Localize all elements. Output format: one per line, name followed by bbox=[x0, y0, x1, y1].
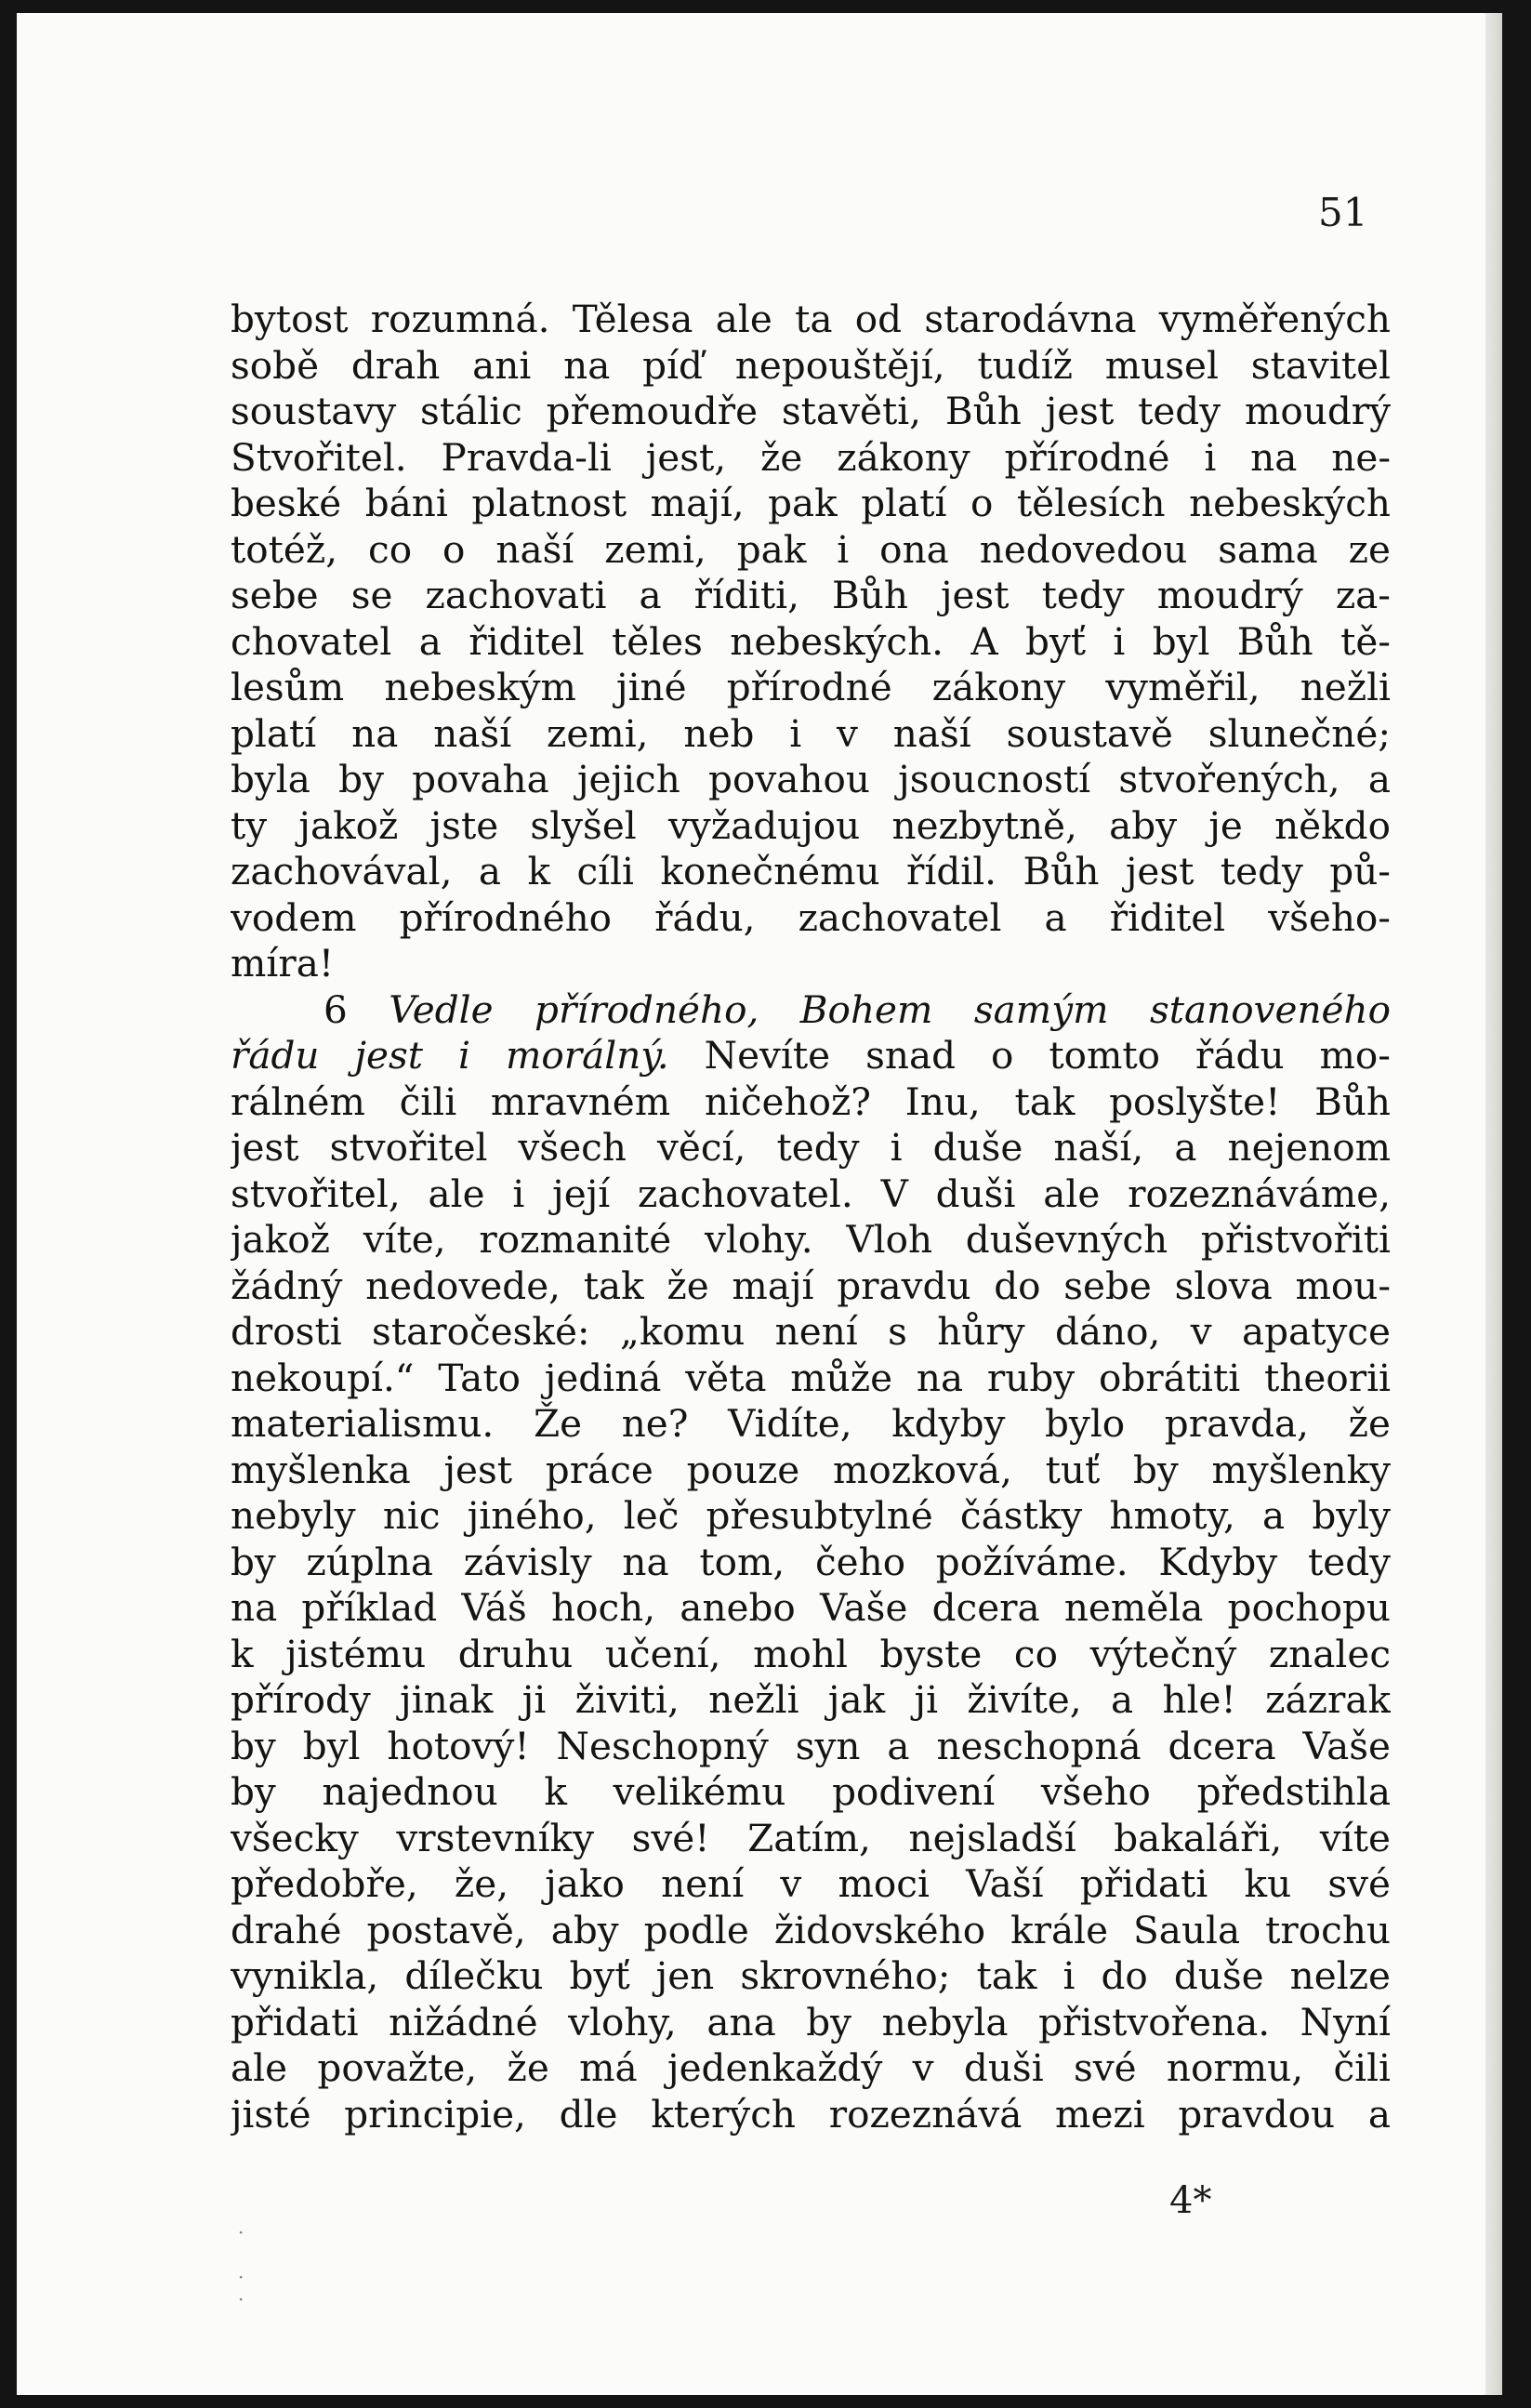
text-line bbox=[231, 941, 1391, 987]
text-line bbox=[231, 895, 1391, 942]
section-number: 6 bbox=[323, 986, 389, 1032]
text-line bbox=[231, 1264, 1391, 1310]
text-line bbox=[231, 527, 1391, 574]
text-line bbox=[231, 1125, 1391, 1171]
line-text: by najednou k velikému podivení všeho předstihla bbox=[231, 1769, 1391, 1814]
text-line bbox=[231, 1079, 1391, 1126]
text-line bbox=[231, 2045, 1391, 2092]
line-text: sobě drah ani na píď nepouštějí, tudíž musel stavitel bbox=[231, 342, 1391, 388]
printer-signature-mark: 4* bbox=[1169, 2179, 1212, 2222]
text-line bbox=[231, 1033, 1391, 1079]
line-text: na příklad Váš hoch, anebo Vaše dcera neměla pochopu bbox=[231, 1585, 1391, 1630]
text-line bbox=[231, 1585, 1391, 1632]
line-text: byla by povaha jejich povahou jsoucností stvořených, a bbox=[231, 757, 1391, 801]
text-line bbox=[231, 573, 1391, 619]
text-line bbox=[231, 2000, 1391, 2046]
line-text: lesům nebeským jiné přírodné zákony vyměřil, nežli bbox=[231, 665, 1391, 709]
line-text: chovatel a řiditel těles nebeských. A byť i byl Bůh tě- bbox=[231, 618, 1391, 664]
line-text: by byl hotový! Neschopný syn a neschopná dcera Vaše bbox=[231, 1723, 1391, 1768]
line-text: k jistému druhu učení, mohl byste co výtečný znalec bbox=[231, 1631, 1391, 1676]
line-text: vynikla, dílečku byť jen skrovného; tak i do duše nelze bbox=[231, 1953, 1391, 1998]
line-text: ale považte, že má jedenkaždý v duši své normu, čili bbox=[231, 2045, 1391, 2090]
text-line bbox=[231, 1171, 1391, 1218]
line-text: bytost rozumná. Tělesa ale ta od starodávna vyměřených bbox=[231, 297, 1391, 341]
line-text: totéž, co o naší zemi, pak i ona nedovedou sama ze bbox=[231, 526, 1391, 572]
line-text: beské báni platnost mají, pak platí o tělesích nebeských bbox=[231, 481, 1391, 525]
page-edge-shadow bbox=[1485, 13, 1502, 2395]
line-text: Nevíte snad o tomto řádu mo- bbox=[668, 1033, 1391, 1078]
line-text: všecky vrstevníky své! Zatím, nejsladší bakaláři, víte bbox=[231, 1815, 1391, 1860]
line-text: ty jakož jste slyšel vyžadujou nezbytně, aby je někdo bbox=[231, 802, 1391, 848]
paper-speck-marks: · · · bbox=[238, 2221, 244, 2310]
line-text: jisté principie, dle kterých rozeznává mezi pravdou a bbox=[231, 2091, 1391, 2137]
text-line bbox=[231, 343, 1391, 390]
line-text: Stvořitel. Pravda-li jest, že zákony přírodné i na ne- bbox=[231, 434, 1391, 480]
line-text: sebe se zachovati a říditi, Bůh jest tedy moudrý za- bbox=[231, 573, 1391, 617]
line-text: přidati nižádné vlohy, ana by nebyla přistvořena. Nyní bbox=[231, 1999, 1391, 2044]
page-number: 51 bbox=[1318, 190, 1368, 235]
text-line bbox=[231, 1953, 1391, 2000]
text-line bbox=[231, 1356, 1391, 1402]
line-text: žádný nedovede, tak že mají pravdu do sebe slova mou- bbox=[231, 1263, 1391, 1308]
line-text: rálném čili mravném ničehož? Inu, tak poslyšte! Bůh bbox=[231, 1078, 1391, 1124]
text-line bbox=[231, 1769, 1391, 1816]
text-line bbox=[231, 1908, 1391, 1954]
text-line bbox=[231, 987, 1391, 1034]
text-line bbox=[231, 1816, 1391, 1862]
body-text bbox=[231, 297, 1391, 2137]
text-line bbox=[231, 665, 1391, 711]
text-line bbox=[231, 757, 1391, 803]
line-text: jest stvořitel všech věcí, tedy i duše naší, a nejenom bbox=[231, 1125, 1391, 1170]
italic-phrase: Vedle přírodného, Bohem samým stanoveného bbox=[389, 986, 1391, 1032]
text-line bbox=[231, 619, 1391, 666]
line-text: drahé postavě, aby podle židovského krále Saula trochu bbox=[231, 1907, 1391, 1952]
line-text: stvořitel, ale i její zachovatel. V duši ale rozeznáváme, bbox=[231, 1171, 1391, 1216]
text-line bbox=[231, 803, 1391, 850]
text-line bbox=[231, 389, 1391, 435]
line-text: soustavy stálic přemoudře stavěti, Bůh jest tedy moudrý bbox=[231, 389, 1391, 433]
text-line bbox=[231, 1677, 1391, 1724]
line-text: materialismu. Že ne? Vidíte, kdyby bylo pravda, že bbox=[231, 1401, 1391, 1446]
italic-phrase: řádu jest i morálný. bbox=[231, 1033, 669, 1078]
line-text: drosti staročeské: „komu není s hůry dáno, v apatyce bbox=[231, 1309, 1391, 1354]
text-line bbox=[231, 1448, 1391, 1494]
text-line bbox=[231, 711, 1391, 758]
line-text: myšlenka jest práce pouze mozková, tuť by myšlenky bbox=[231, 1447, 1391, 1492]
line-text: nebyly nic jiného, leč přesubtylné částky hmoty, a byly bbox=[231, 1493, 1391, 1538]
text-line bbox=[231, 1861, 1391, 1908]
line-text: míra! bbox=[231, 941, 335, 986]
text-line bbox=[231, 297, 1391, 343]
text-line bbox=[231, 1493, 1391, 1540]
line-text: vodem přírodného řádu, zachovatel a řiditel všeho- bbox=[231, 894, 1391, 940]
text-line bbox=[231, 1540, 1391, 1586]
text-line bbox=[231, 1632, 1391, 1678]
text-line bbox=[231, 2092, 1391, 2138]
line-text: přírody jinak ji živiti, nežli jak ji živíte, a hle! zázrak bbox=[231, 1677, 1391, 1722]
text-line bbox=[231, 849, 1391, 895]
text-line bbox=[231, 1401, 1391, 1448]
text-line bbox=[231, 435, 1391, 482]
book-page bbox=[17, 13, 1502, 2395]
line-text: zachovával, a k cíli konečnému řídil. Bůh jest tedy pů- bbox=[231, 849, 1391, 893]
line-text: by zúplna závisly na tom, čeho požíváme. Kdyby tedy bbox=[231, 1539, 1391, 1584]
line-text: jakož víte, rozmanité vlohy. Vloh duševných přistvořiti bbox=[231, 1217, 1391, 1262]
text-line bbox=[231, 481, 1391, 527]
line-text: předobře, že, jako není v moci Vaší přidati ku své bbox=[231, 1861, 1391, 1906]
text-line bbox=[231, 1217, 1391, 1264]
line-text: platí na naší zemi, neb i v naší soustavě slunečné; bbox=[231, 710, 1391, 756]
line-text: nekoupí.“ Tato jediná věta může na ruby obrátiti theorii bbox=[231, 1355, 1391, 1400]
text-line bbox=[231, 1724, 1391, 1770]
text-line bbox=[231, 1309, 1391, 1356]
